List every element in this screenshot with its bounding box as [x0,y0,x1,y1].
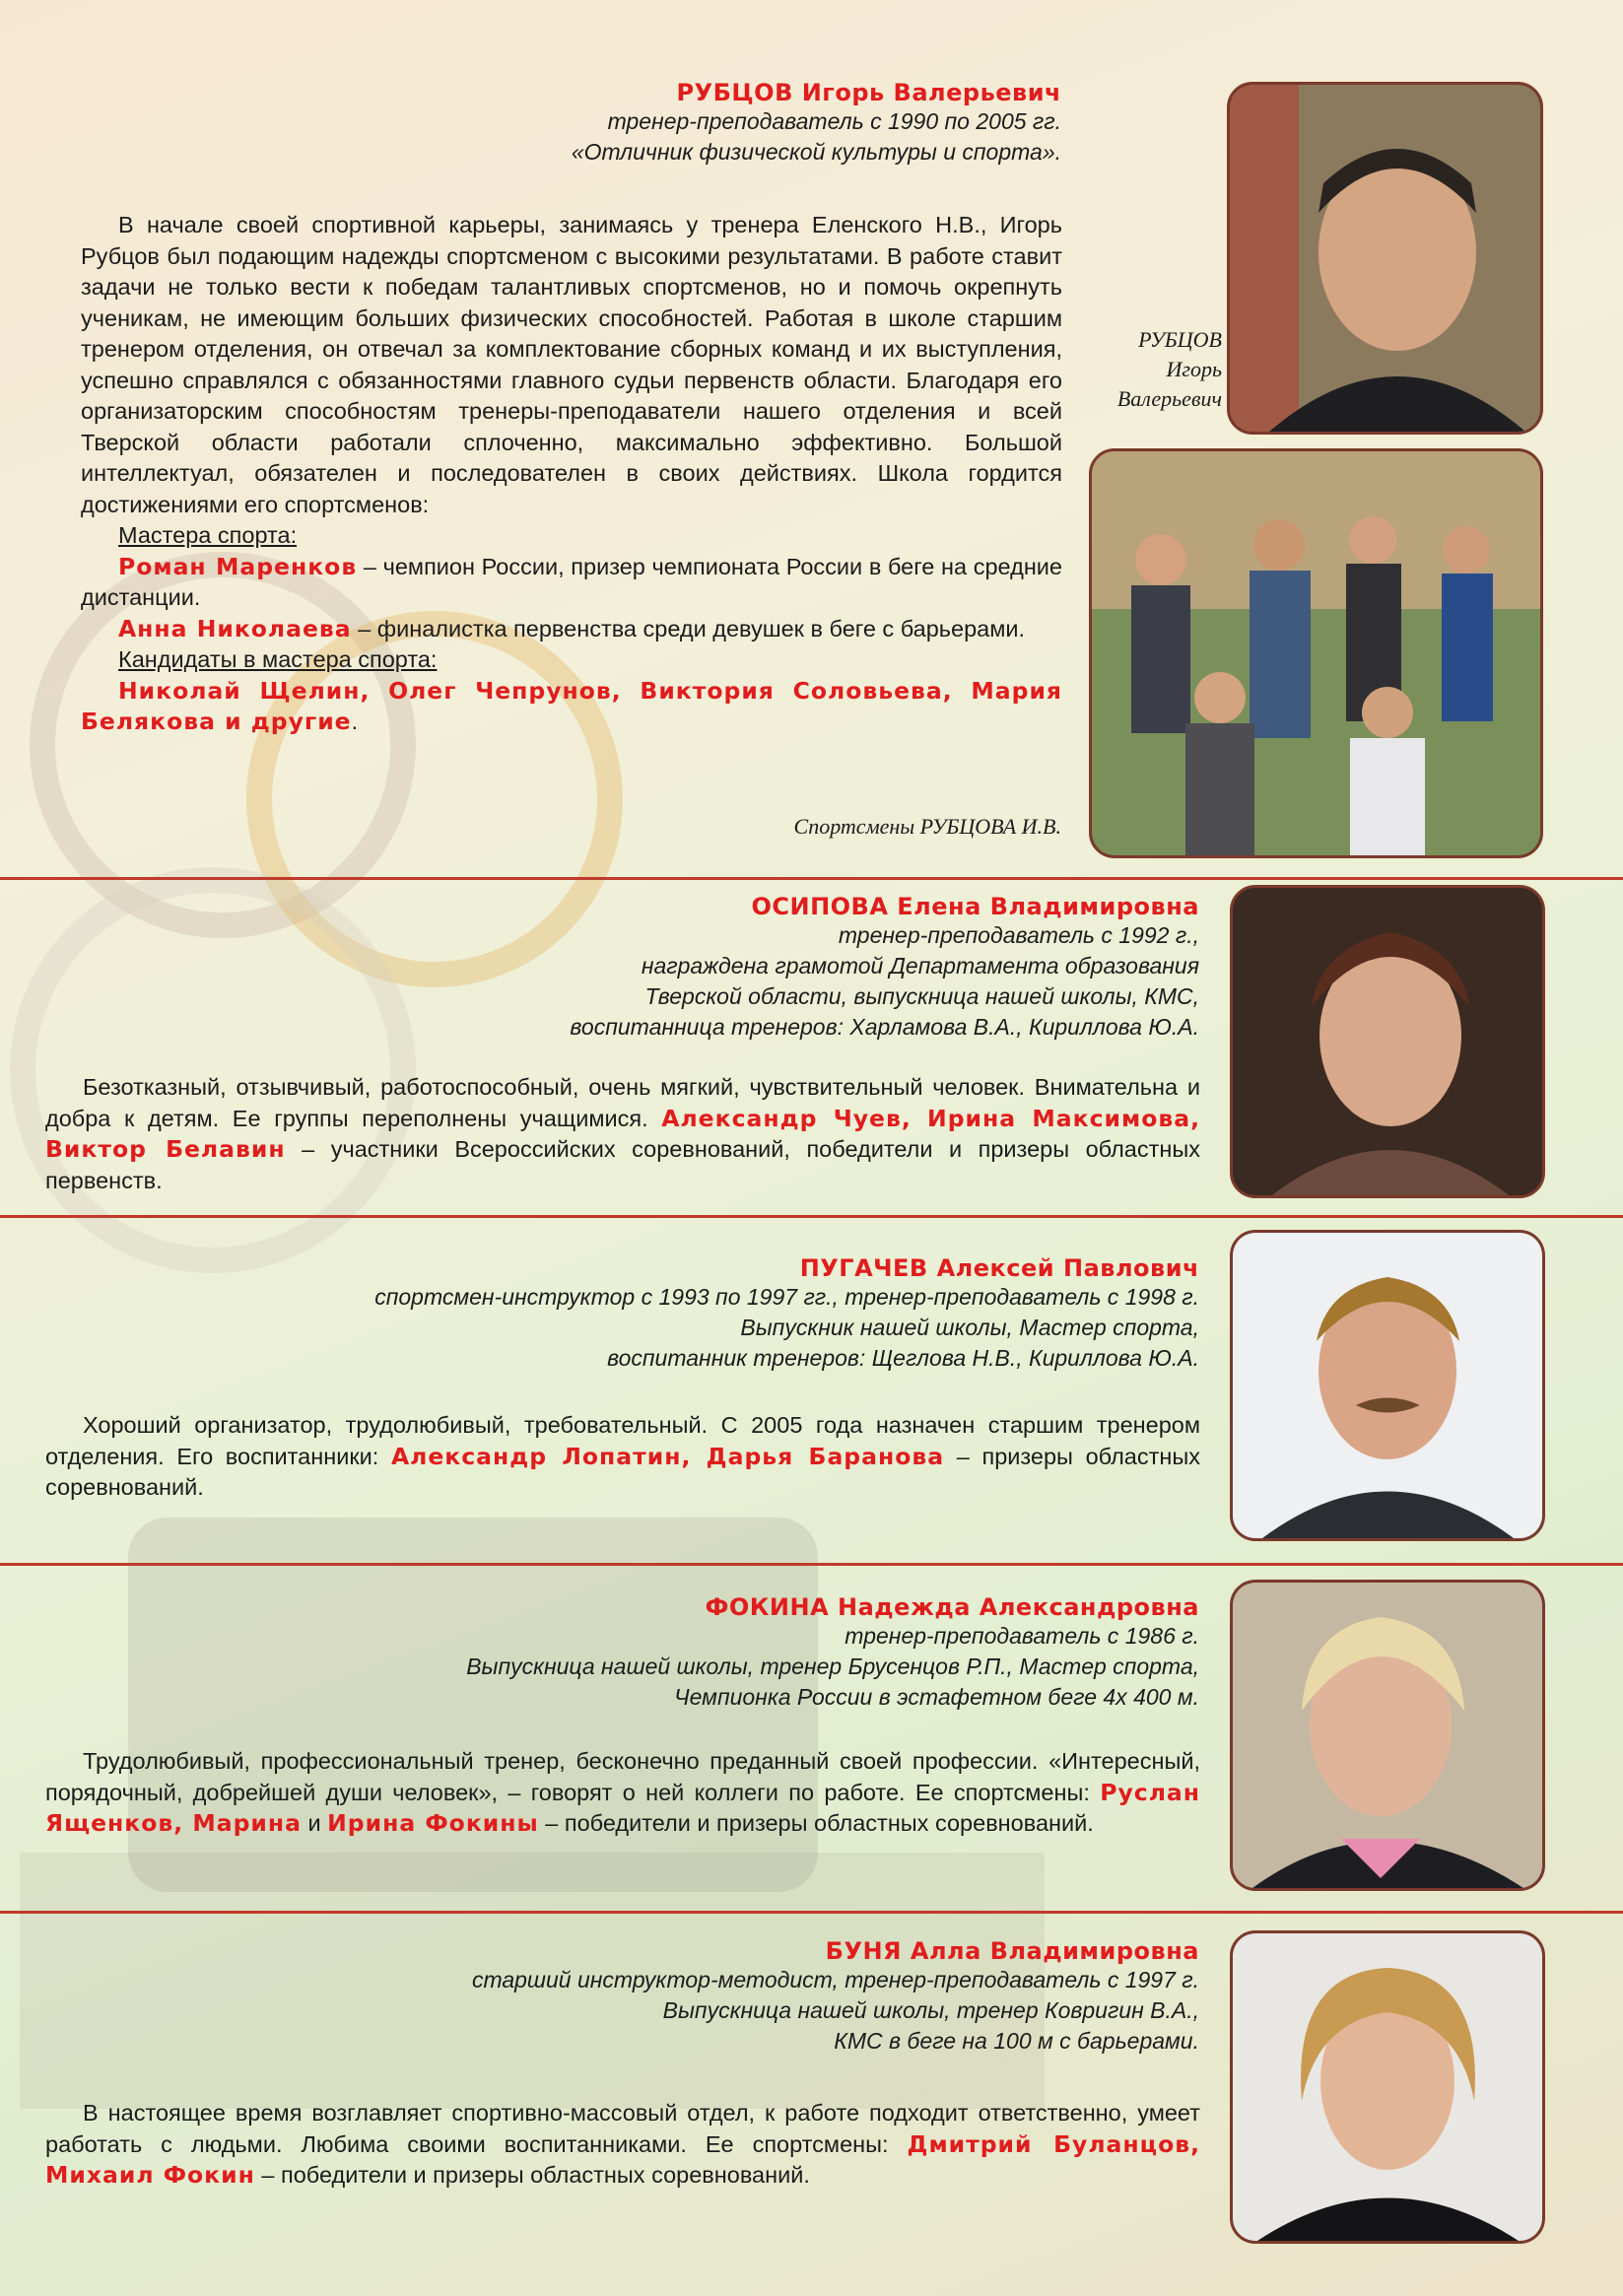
candidates-label: Кандидаты в мастера спорта: [118,646,438,672]
candidates-names: Николай Щелин, Олег Чепрунов, Виктория Соловьева, Мария Белякова и другие [81,676,1062,735]
coach-header [174,79,1061,168]
coach-section-fokina [0,1566,1623,1911]
coach-section-rubtsov [0,0,1623,877]
coach-name: ПУГАЧЕВ Алексей Павлович [799,1254,1199,1282]
coach-description: В начале своей спортивной карьеры, занимаясь у тренера Еленского Н.В., Игорь Рубцов был подающим надежды спортсменом с высокими результатами. В работе ставит задачи не только вести к победам талантливых спортсменов, но и помочь окрепнуть ученикам, не имеющим больших физических способностей. Работая в школе старшим тренером отделения, он отвечал за комплектование сборных команд и их выступления, успешно справлялся с обязанностями главного судьи первенств области. Благодаря его организаторским способностям тренеры-преподаватели нашего отделения и всей Тверской области работали сплоченно, максимально эффективно. Большой интеллектуал, обязателен и последователен в своих действиях. Школа гордится достижениями его спортсменов: Мастера спорта: Роман Маренков – чемпион России, призер чемпионата России в беге на средние дистанции. Анна Николаева – финалистка первенства среди девушек в беге с барьерами. Кандидаты в мастера спорта: Николай Щелин, Олег Чепрунов, Виктория Соловьева, Мария Белякова и другие. [81,212,1062,735]
athletes-names: Дмитрий Буланцов, Михаил Фокин [45,2129,1201,2189]
athletes-names: Руслан Ященков, Марина [45,1778,1200,1837]
coach-portrait-photo [1230,1230,1545,1541]
coach-description: Трудолюбивый, профессиональный тренер, бесконечно преданный своей профессии. «Интересный, порядочный, добрейшей души человек», – говорят о ней коллеги по работе. Ее спортсмены: Руслан Ященков, Марина и Ирина Фокины – победители и призеры областных соревнований. [45,1748,1200,1837]
coach-section-osipova [0,880,1623,1215]
coach-header: БУНЯ Алла Владимировна старший инструктор-методист, тренер-преподаватель с 1997 г. Выпускница нашей школы, тренер Ковригин В.А., КМС в беге на 100 м с барьерами. [214,1937,1199,2057]
coach-header: ФОКИНА Надежда Александровна тренер-преподаватель с 1986 г. Выпускница нашей школы, тренер Брусенцов Р.П., Мастер спорта, Чемпионка России в эстафетном беге 4х 400 м. [214,1593,1199,1713]
athlete-achievement: – финалистка первенства среди девушек в беге с барьерами. [351,615,1026,642]
athlete-achievement: – чемпион России, призер чемпионата России в беге на средние дистанции. [81,553,1062,610]
masters-label: Мастера спорта: [118,522,298,548]
coach-name: ОСИПОВА Елена Владимировна [751,893,1199,920]
coach-header: ОСИПОВА Елена Владимировна тренер-преподаватель с 1992 г., награждена грамотой Департамента образования Тверской области, выпускница нашей школы, КМС, воспитанница тренеров: Харламова В.А., Кириллова Ю.А. [214,893,1199,1043]
coach-section-pugachev [0,1218,1623,1563]
coach-name: РУБЦОВ Игорь Валерьевич [676,79,1061,106]
coach-award: «Отличник физической культуры и спорта». [571,139,1061,165]
portrait-caption: РУБЦОВ Игорь Валерьевич [1116,327,1222,411]
coach-header: ПУГАЧЕВ Алексей Павлович спортсмен-инструктор с 1993 по 1997 гг., тренер-преподаватель с 1998 г. Выпускник нашей школы, Мастер спорта, воспитанник тренеров: Щеглова Н.В., Кириллова Ю.А. [115,1254,1199,1374]
coach-description: В настоящее время возглавляет спортивно-массовый отдел, к работе подходит ответственно, умеет работать с людьми. Любима своими воспитанниками. Ее спортсмены: Дмитрий Буланцов, Михаил Фокин – победители и призеры областных соревнований. [45,2100,1201,2189]
athletes-group-photo [1089,448,1543,858]
coach-position: тренер-преподаватель с 1990 по 2005 гг. [607,108,1061,134]
athlete-name: Роман Маренков [118,552,358,580]
coach-description: Безотказный, отзывчивый, работоспособный, очень мягкий, чувствительный человек. Внимательна и добра к детям. Ее группы переполнены учащимися. Александр Чуев, Ирина Максимова, Виктор Белавин – участники Всероссийских соревнований, победители и призеры областных первенств. [45,1074,1201,1193]
coach-portrait-photo [1230,885,1545,1198]
athletes-names: Александр Лопатин, Дарья Баранова [390,1442,945,1470]
coach-biography: В начале своей спортивной карьеры, занимаясь у тренера Еленского Н.В., Игорь Рубцов был подающим надежды спортсменом с высокими результатами. В работе ставит задачи не только вести к победам талантливых спортсменов, но и помочь окрепнуть ученикам, не имеющим больших физических способностей. Работая в школе старшим тренером отделения, он отвечал за комплектование сборных команд и их выступления, успешно справлялся с обязанностями главного судьи первенств области. Благодаря его организаторским способностям тренеры-преподаватели нашего отделения и всей Тверской области работали сплоченно, максимально эффективно. Большой интеллектуал, обязателен и последователен в своих действиях. Школа гордится достижениями его спортсменов: [81,212,1062,517]
athletes-names: Александр Чуев, Ирина Максимова, Виктор Белавин [45,1104,1201,1163]
coach-name: БУНЯ Алла Владимировна [825,1937,1199,1965]
coach-portrait-photo [1230,1930,1545,2244]
coach-portrait-photo [1230,1580,1545,1891]
group-photo-caption: Спортсмены РУБЦОВА И.В. [793,814,1061,839]
coach-name: ФОКИНА Надежда Александровна [705,1593,1199,1621]
athlete-name: Анна Николаева [118,614,352,642]
athletes-names: Ирина Фокины [327,1809,539,1837]
coach-section-bunya [0,1914,1623,2296]
coach-description: Хороший организатор, трудолюбивый, требовательный. С 2005 года назначен старшим тренером отделения. Его воспитанники: Александр Лопатин, Дарья Баранова – призеры областных соревнований. [45,1412,1200,1500]
coach-portrait-photo [1227,82,1543,435]
